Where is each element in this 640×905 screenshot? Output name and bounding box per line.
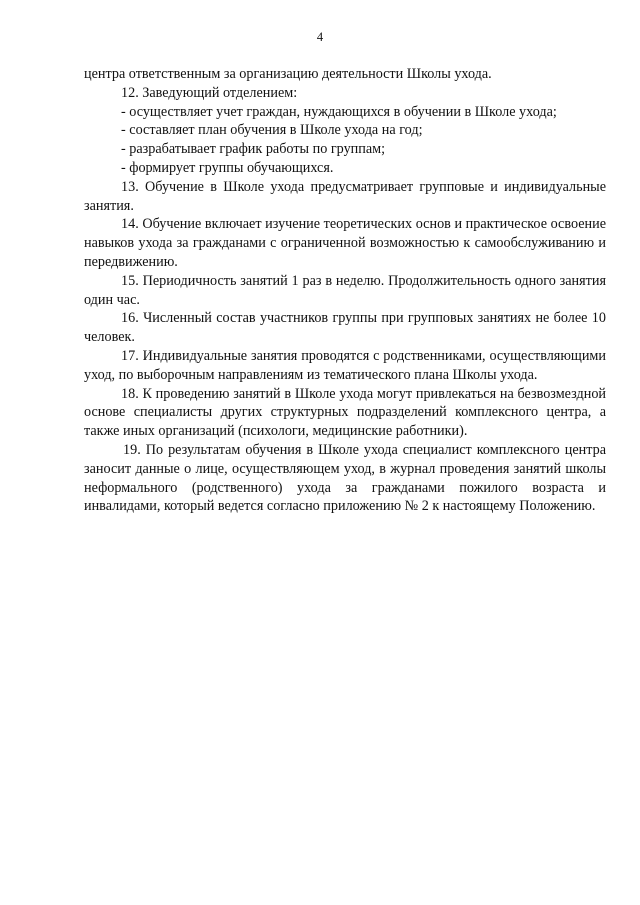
paragraph-13: 13. Обучение в Школе ухода предусматривает групповые и индивидуальные занятия. (84, 178, 606, 214)
document-body (84, 65, 606, 516)
list-item: - осуществляет учет граждан, нуждающихся в обучении в Школе ухода; (121, 103, 557, 120)
paragraph-17: 17. Индивидуальные занятия проводятся с родственниками, осуществляющими уход, по выборочным направлениям из тематического плана Школы ухода. (84, 347, 606, 383)
paragraph-12: 12. Заведующий отделением: (121, 84, 298, 101)
paragraph-18: 18. К проведению занятий в Школе ухода могут привлекаться на безвозмездной основе специалисты других структурных подразделений комплексного центра, а также иных организаций (психологи, медицинские работники). (84, 385, 606, 440)
paragraph-continuation: центра ответственным за организацию деятельности Школы ухода. (84, 66, 492, 82)
list-item: - составляет план обучения в Школе ухода на год; (121, 122, 423, 139)
page-number: 4 (316, 30, 324, 44)
paragraph-19: 19. По результатам обучения в Школе ухода специалист комплексного центра заносит данные о лице, осуществляющем уход, в журнал проведения занятий школы неформального (родственного) ухода за гражданами пожилого возраста и инвалидами, который ведется согласно приложению № 2 к настоящему Положению. (84, 441, 606, 515)
paragraph-14: 14. Обучение включает изучение теоретических основ и практическое освоение навыков ухода за гражданами с ограниченной возможностью к самообслуживанию и передвижению. (84, 216, 606, 270)
list-item: - формирует группы обучающихся. (121, 159, 334, 176)
paragraph-16: 16. Численный состав участников группы при групповых занятиях не более 10 человек. (84, 310, 606, 346)
list-item: - разрабатывает график работы по группам; (121, 141, 386, 158)
paragraph-15: 15. Периодичность занятий 1 раз в неделю. Продолжительность одного занятия один час. (84, 272, 606, 308)
